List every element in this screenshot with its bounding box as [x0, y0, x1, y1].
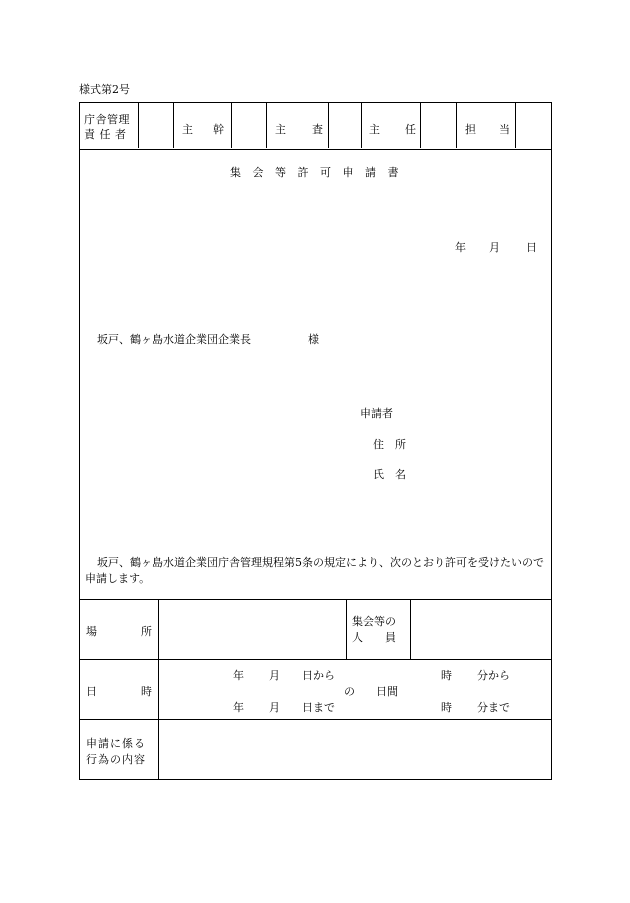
approval-cell-staff: [457, 103, 516, 148]
dt-day-from: 日から: [302, 669, 335, 682]
applicant-name-label: 氏 名: [373, 468, 406, 481]
dt-days: 日間: [376, 685, 398, 698]
date-year: 年: [455, 241, 466, 254]
form-number: 様式第2号: [79, 83, 130, 96]
stamp-box-officer[interactable]: [421, 103, 457, 148]
dt-hour-to: 時: [441, 701, 452, 714]
dt-year-to: 年: [233, 701, 244, 714]
inspector-label-2: 査: [312, 123, 323, 136]
dt-hour-from: 時: [441, 669, 452, 682]
datetime-label: 日 時: [86, 685, 152, 698]
people-label-line1: 集会等の: [352, 615, 396, 628]
date-day: 日: [526, 241, 537, 254]
addressee-honorific: 様: [308, 333, 319, 346]
dt-day-to: 日まで: [302, 701, 335, 714]
form-title: 集会等許可申請書: [230, 166, 410, 179]
content-field[interactable]: [159, 720, 549, 778]
people-count-field[interactable]: [411, 600, 549, 658]
stamp-box-chief[interactable]: [232, 103, 267, 148]
dt-month-to: 月: [269, 701, 280, 714]
content-label-line1: 申請に係る: [86, 737, 146, 750]
content-label-line2: 行為の内容: [86, 753, 146, 766]
applicant-label: 申請者: [360, 407, 393, 420]
building-manager-label: [84, 112, 130, 142]
approval-cell-inspector: [267, 103, 329, 148]
addressee-org: 坂戸、鶴ヶ島水道企業団企業長: [97, 333, 251, 346]
dt-month-from: 月: [269, 669, 280, 682]
officer-label-1: 主: [369, 123, 380, 136]
building-manager-label-line2: 責 任 者: [84, 128, 127, 141]
stamp-box-staff[interactable]: [516, 103, 551, 148]
approval-stamp-row: [80, 103, 551, 150]
place-people-divider: [346, 599, 347, 659]
chief-label-2: 幹: [213, 123, 224, 136]
building-manager-label-line1: 庁舎管理: [84, 113, 130, 126]
place-field[interactable]: [159, 600, 345, 658]
inspector-label-1: 主: [275, 123, 286, 136]
dt-minute-to: 分まで: [477, 701, 510, 714]
table-row-divider-1: [80, 659, 551, 660]
place-label: 場 所: [86, 625, 152, 638]
chief-label-1: 主: [182, 123, 193, 136]
dt-year-from: 年: [233, 669, 244, 682]
application-statement: 坂戸、鶴ヶ島水道企業団庁舎管理規程第5条の規定により、次のとおり許可を受けたいので申請します。: [85, 556, 544, 585]
dt-no: の: [344, 685, 355, 698]
date-month: 月: [489, 241, 500, 254]
applicant-address-label: 住 所: [373, 438, 406, 451]
dt-minute-from: 分から: [477, 669, 510, 682]
approval-cell-officer: [362, 103, 421, 148]
approval-cell-building-manager: [80, 103, 139, 148]
staff-label-2: 当: [499, 123, 510, 136]
stamp-box-building-manager[interactable]: [139, 103, 174, 148]
stamp-box-inspector[interactable]: [329, 103, 362, 148]
application-form: [79, 102, 552, 780]
officer-label-2: 任: [405, 123, 416, 136]
approval-cell-chief: [174, 103, 232, 148]
people-label-line2: 人 員: [352, 631, 396, 644]
staff-label-1: 担: [465, 123, 476, 136]
